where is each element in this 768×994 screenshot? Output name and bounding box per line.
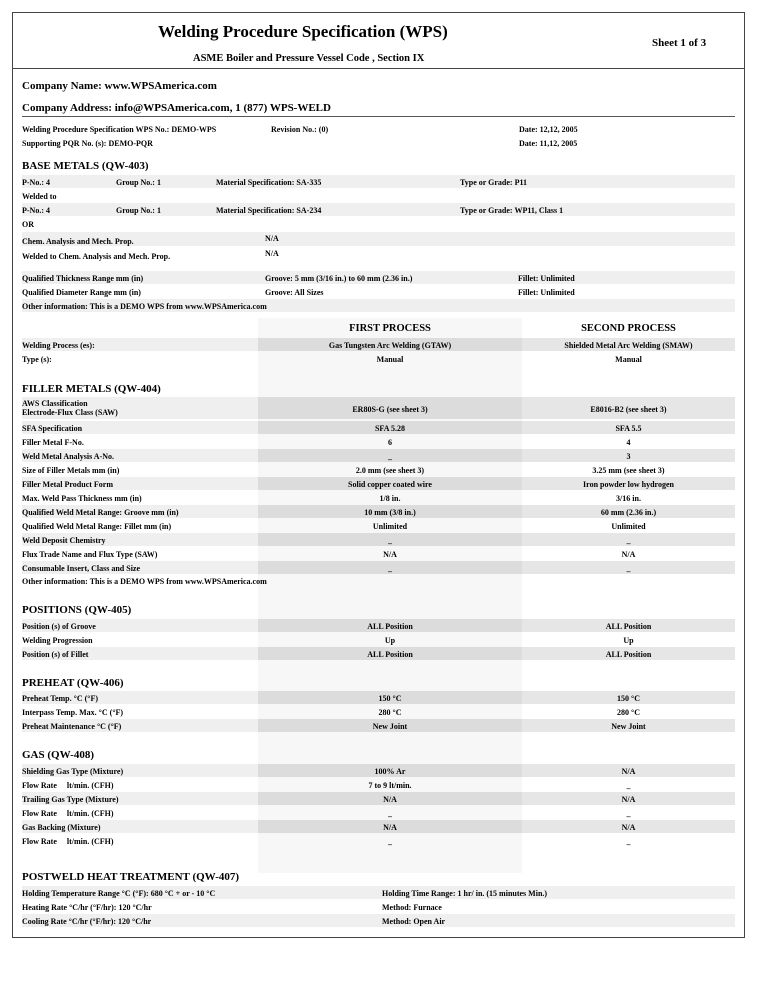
position-row-label: Position (s) of Groove	[22, 622, 96, 631]
filler-row-second-value: 3	[626, 452, 631, 461]
filler-row-first-value: 6	[388, 438, 392, 447]
filler-row-first-value: 10 mm (3/8 in.)	[364, 508, 416, 517]
welded-chem-label: Welded to Chem. Analysis and Mech. Prop.	[22, 252, 171, 261]
thickness-label: Qualified Thickness Range mm (in)	[22, 274, 144, 283]
company-name: Company Name: www.WPSAmerica.com	[22, 80, 217, 92]
base-group-2: Group No.: 1	[116, 206, 161, 215]
base-pno-1: P-No.: 4	[22, 178, 50, 187]
page-subtitle: ASME Boiler and Pressure Vessel Code , Section IX	[193, 53, 425, 64]
filler-other-info: Other information: This is a DEMO WPS from www.WPSAmerica.com	[22, 577, 267, 586]
gas-row-second-value: _	[626, 781, 631, 790]
or-label: OR	[22, 220, 34, 229]
position-row-first-value: Up	[384, 636, 396, 645]
filler-row-label: Max. Weld Pass Thickness mm (in)	[22, 494, 142, 503]
position-row-label: Position (s) of Fillet	[22, 650, 89, 659]
preheat-row-label: Interpass Temp. Max. °C (°F)	[22, 708, 124, 717]
filler-row-second-value: 60 mm (2.36 in.)	[600, 508, 657, 517]
section-title-positions: POSITIONS (QW-405)	[22, 604, 132, 616]
gas-row-second-value: _	[626, 837, 631, 846]
filler-row-label: Qualified Weld Metal Range: Groove mm (in)	[22, 508, 179, 517]
cooling-rate: Cooling Rate °C/hr (°F/hr): 120 °C/hr	[22, 917, 152, 926]
filler-row-second-value: 4	[626, 438, 631, 447]
filler-row-second-value: 3/16 in.	[616, 494, 641, 503]
base-spec-1: Material Specification: SA-335	[216, 178, 322, 187]
gas-row-label: Flow Rate lt/min. (CFH)	[22, 781, 114, 790]
filler-row-second-value: _	[626, 536, 631, 545]
preheat-row-second-value: New Joint	[611, 722, 646, 731]
position-row-first-value: ALL Position	[367, 650, 413, 659]
chem-analysis-value: N/A	[265, 234, 279, 243]
welding-process-1: Gas Tungsten Arc Welding (GTAW)	[328, 341, 452, 350]
preheat-row-label: Preheat Maintenance °C (°F)	[22, 722, 122, 731]
base-group-1: Group No.: 1	[116, 178, 161, 187]
thickness-fillet: Fillet: Unlimited	[518, 274, 575, 283]
preheat-row-label: Preheat Temp. °C (°F)	[22, 694, 99, 703]
section-title-pwht: POSTWELD HEAT TREATMENT (QW-407)	[22, 871, 240, 883]
preheat-row-second-value: 150 °C	[617, 694, 640, 703]
filler-row-label: Filler Metal F-No.	[22, 438, 84, 447]
gas-row-label: Gas Backing (Mixture)	[22, 823, 101, 832]
rule	[22, 116, 735, 117]
gas-row-label: Trailing Gas Type (Mixture)	[22, 795, 119, 804]
filler-row-label: Weld Deposit Chemistry	[22, 536, 106, 545]
holding-temp: Holding Temperature Range °C (°F): 680 °C + or - 10 °C	[22, 889, 216, 898]
pqr-number: Supporting PQR No. (s): DEMO-PQR	[22, 139, 153, 148]
welded-chem-value: N/A	[265, 249, 279, 258]
position-row-second-value: Up	[623, 636, 634, 645]
wps-number: Welding Procedure Specification WPS No.: DEMO-WPS	[22, 125, 217, 134]
base-pno-2: P-No.: 4	[22, 206, 50, 215]
gas-row-first-value: _	[388, 837, 392, 846]
gas-row-label: Shielding Gas Type (Mixture)	[22, 767, 124, 776]
revision-number: Revision No.: (0)	[271, 125, 329, 134]
type-1: Manual	[376, 355, 404, 364]
preheat-row-first-value: 280 °C	[378, 708, 402, 717]
type-2: Manual	[615, 355, 642, 364]
filler-row-first-value: _	[388, 564, 392, 573]
filler-row-first-value: SFA 5.28	[374, 424, 406, 433]
position-row-second-value: ALL Position	[605, 622, 652, 631]
pqr-date: Date: 11,12, 2005	[519, 139, 578, 148]
aws-class-2: E8016-B2 (see sheet 3)	[590, 405, 667, 414]
gas-row-second-value: N/A	[621, 795, 636, 804]
welded-to-label: Welded to	[22, 192, 57, 201]
second-process-header: SECOND PROCESS	[581, 323, 676, 334]
filler-row-second-value: SFA 5.5	[615, 424, 642, 433]
heating-rate: Heating Rate °C/hr (°F/hr): 120 °C/hr	[22, 903, 152, 912]
diameter-label: Qualified Diameter Range mm (in)	[22, 288, 141, 297]
position-row-label: Welding Progression	[22, 636, 93, 645]
base-spec-2: Material Specification: SA-234	[216, 206, 322, 215]
filler-row-label: SFA Specification	[22, 424, 83, 433]
filler-row-label: Size of Filler Metals mm (in)	[22, 466, 120, 475]
gas-row-first-value: _	[388, 809, 392, 818]
diameter-fillet: Fillet: Unlimited	[518, 288, 575, 297]
page-title: Welding Procedure Specification (WPS)	[158, 22, 448, 41]
gas-row-second-value: N/A	[621, 823, 636, 832]
filler-row-second-value: 3.25 mm (see sheet 3)	[592, 466, 665, 475]
filler-row-label: Consumable Insert, Class and Size	[22, 564, 141, 573]
filler-row-first-value: 2.0 mm (see sheet 3)	[355, 466, 425, 475]
company-address: Company Address: info@WPSAmerica.com, 1 (877) WPS-WELD	[22, 102, 331, 114]
aws-label-line1: AWS Classification	[22, 399, 88, 408]
gas-row-label: Flow Rate lt/min. (CFH)	[22, 837, 114, 846]
filler-row-first-value: Unlimited	[372, 522, 408, 531]
filler-row-label: Filler Metal Product Form	[22, 480, 114, 489]
wps-date: Date: 12,12, 2005	[519, 125, 578, 134]
gas-row-second-value: _	[626, 809, 631, 818]
filler-row-first-value: N/A	[383, 550, 397, 559]
gas-row-label: Flow Rate lt/min. (CFH)	[22, 809, 114, 818]
sheet-number: Sheet 1 of 3	[652, 37, 707, 49]
filler-row-first-value: _	[388, 452, 392, 461]
cooling-method: Method: Open Air	[382, 917, 446, 926]
type-label: Type (s):	[22, 355, 52, 364]
preheat-row-first-value: 150 °C	[378, 694, 402, 703]
preheat-row-first-value: New Joint	[372, 722, 408, 731]
gas-row-first-value: N/A	[383, 823, 397, 832]
welding-process-2: Shielded Metal Arc Welding (SMAW)	[564, 341, 693, 350]
base-other-info: Other information: This is a DEMO WPS from www.WPSAmerica.com	[22, 302, 267, 311]
gas-row-second-value: N/A	[621, 767, 636, 776]
preheat-row-second-value: 280 °C	[617, 708, 640, 717]
gas-row-first-value: 7 to 9 lt/min.	[368, 781, 412, 790]
aws-label-line2: Electrode-Flux Class (SAW)	[22, 408, 118, 417]
filler-row-second-value: _	[626, 564, 631, 573]
section-title-preheat: PREHEAT (QW-406)	[22, 677, 124, 689]
filler-row-first-value: Solid copper coated wire	[348, 480, 432, 489]
heating-method: Method: Furnace	[382, 903, 442, 912]
filler-row-label: Weld Metal Analysis A-No.	[22, 452, 115, 461]
section-title-filler-metals: FILLER METALS (QW-404)	[22, 383, 161, 395]
holding-time: Holding Time Range: 1 hr/ in. (15 minutes Min.)	[382, 889, 548, 898]
filler-row-label: Flux Trade Name and Flux Type (SAW)	[22, 550, 158, 559]
base-grade-2: Type or Grade: WP11, Class 1	[460, 206, 564, 215]
section-title-base-metals: BASE METALS (QW-403)	[22, 160, 149, 172]
base-grade-1: Type or Grade: P11	[460, 178, 528, 187]
filler-row-second-value: Iron powder low hydrogen	[583, 480, 674, 489]
filler-row-first-value: 1/8 in.	[379, 494, 401, 503]
filler-row-second-value: Unlimited	[611, 522, 646, 531]
position-row-second-value: ALL Position	[605, 650, 652, 659]
welding-process-label: Welding Process (es):	[22, 341, 95, 350]
first-process-header: FIRST PROCESS	[349, 323, 431, 334]
thickness-groove: Groove: 5 mm (3/16 in.) to 60 mm (2.36 in.)	[265, 274, 413, 283]
filler-row-first-value: _	[388, 536, 392, 545]
chem-analysis-label: Chem. Analysis and Mech. Prop.	[22, 237, 134, 246]
position-row-first-value: ALL Position	[367, 622, 413, 631]
section-title-gas: GAS (QW-408)	[22, 749, 95, 761]
gas-row-first-value: N/A	[383, 795, 397, 804]
gas-row-first-value: 100% Ar	[374, 767, 406, 776]
filler-row-second-value: N/A	[621, 550, 636, 559]
header-divider	[12, 68, 745, 69]
diameter-groove: Groove: All Sizes	[265, 288, 324, 297]
aws-class-1: ER80S-G (see sheet 3)	[352, 405, 428, 414]
filler-row-label: Qualified Weld Metal Range: Fillet mm (in)	[22, 522, 172, 531]
